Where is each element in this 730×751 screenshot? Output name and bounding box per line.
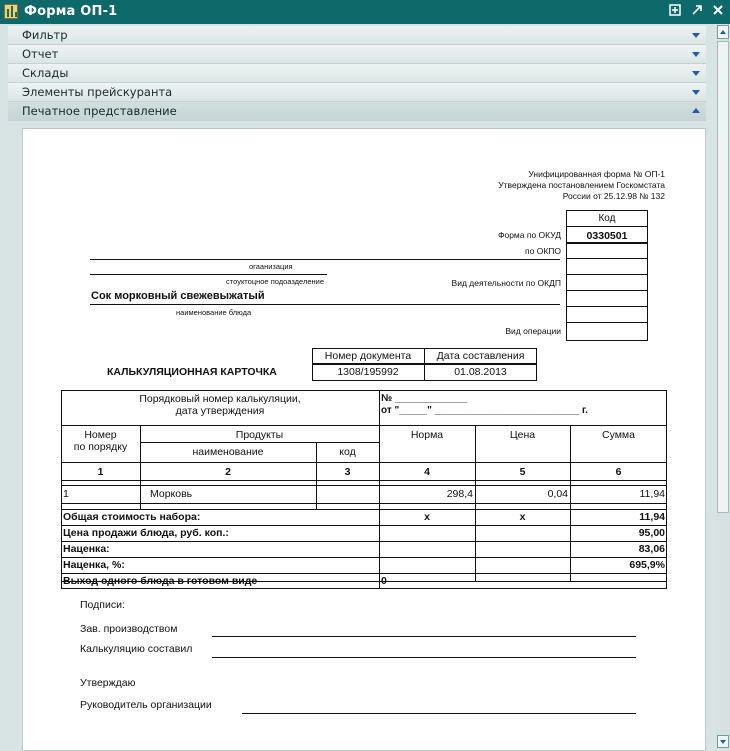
sale-price-label: Цена продажи блюда, руб. коп.: — [63, 527, 229, 539]
org-caption: огаанизация — [249, 262, 293, 271]
col-num-line1: Номер — [84, 429, 117, 441]
col-products: Продукты — [235, 429, 284, 441]
approve-label: Утверждаю — [80, 677, 136, 689]
report-chart-icon — [4, 4, 18, 19]
row-product-name: Морковь — [150, 488, 193, 500]
markup: 83,06 — [638, 543, 665, 555]
accordion-report[interactable] — [8, 45, 706, 64]
row-num: 1 — [63, 488, 69, 500]
calc-header-line1: Порядковый номер калькуляции, — [139, 393, 301, 405]
card-title: КАЛЬКУЛЯЦИОННАЯ КАРТОЧКА — [107, 366, 277, 378]
form-header-line3: России от 25.12.98 № 132 — [562, 191, 665, 201]
doc-date-value: 01.08.2013 — [454, 366, 507, 378]
total-norm: x — [424, 511, 430, 523]
form-header-line2: Утверждена постановлением Госкомстата — [498, 180, 665, 190]
accordion-label: Склады — [22, 66, 69, 80]
row-norm: 298,4 — [446, 488, 473, 500]
window-title: Форма ОП-1 — [24, 4, 118, 19]
markup-label: Наценка: — [63, 543, 110, 555]
accordion — [8, 26, 706, 121]
calc-header-line2: дата утверждения — [175, 405, 265, 417]
chevron-down-icon — [692, 33, 700, 38]
form-header-line1: Унифицированная форма № ОП-1 — [528, 169, 665, 179]
markup-pct: 695,9% — [629, 559, 665, 571]
dept-caption: стоуктоцное подоазделение — [226, 277, 325, 286]
close-icon[interactable] — [710, 3, 726, 19]
accordion-filter[interactable] — [8, 26, 706, 45]
row-sum: 11,94 — [639, 488, 665, 500]
row-price: 0,04 — [547, 488, 568, 500]
sale-price: 95,00 — [638, 527, 665, 539]
accordion-label: Отчет — [22, 47, 59, 61]
okud-label: Форма по ОКУД — [498, 230, 561, 240]
new-window-icon[interactable] — [667, 3, 683, 19]
chevron-down-icon — [692, 71, 700, 76]
col-code: код — [339, 446, 356, 458]
scroll-down-icon[interactable] — [717, 735, 729, 748]
col-idx: 1 — [97, 466, 104, 478]
calc-no-line: № _____________ — [381, 393, 468, 404]
accordion-label: Элементы прейскуранта — [22, 85, 173, 99]
chevron-up-icon — [692, 108, 700, 113]
total-price: x — [519, 511, 526, 523]
sign-director-label: Руководитель организации — [80, 699, 212, 711]
markup-pct-label: Наценка, %: — [63, 559, 125, 571]
col-idx: 2 — [225, 466, 231, 478]
yield-value: 0 — [381, 575, 387, 587]
code-header: Код — [598, 213, 616, 224]
accordion-print-view[interactable] — [8, 102, 706, 121]
col-name: наименование — [192, 446, 264, 458]
okdp-label: Вид деятельности по ОКДП — [451, 278, 561, 288]
accordion-price-items[interactable] — [8, 83, 706, 102]
col-idx: 4 — [424, 466, 430, 478]
sign-head-label: Зав. производством — [80, 623, 178, 635]
okud-code: 0330501 — [586, 230, 628, 242]
accordion-label: Печатное представление — [22, 104, 177, 118]
yield-label: Выход одного блюда в готовом виде — [63, 575, 258, 587]
doc-number-label: Номер документа — [324, 350, 412, 362]
col-price: Цена — [509, 429, 536, 441]
chevron-down-icon — [692, 52, 700, 57]
maximize-icon[interactable] — [689, 3, 705, 19]
accordion-label: Фильтр — [22, 28, 68, 42]
sign-compiled-label: Калькуляцию составил — [80, 643, 193, 655]
operation-label: Вид операции — [505, 326, 561, 336]
dish-name: Сок морковный свежевыжатый — [91, 290, 265, 302]
title-bar — [0, 0, 730, 24]
col-sum: Сумма — [602, 429, 635, 441]
total-sum: 11,94 — [639, 511, 665, 523]
okpo-label: по ОКПО — [525, 246, 561, 256]
total-label: Общая стоимость набора: — [63, 511, 201, 523]
scroll-thumb[interactable] — [717, 41, 729, 513]
print-preview — [22, 128, 706, 751]
doc-date-label: Дата составления — [436, 350, 525, 362]
calc-from-line: от "_____" __________________________ г. — [381, 405, 588, 416]
col-idx: 5 — [519, 466, 526, 478]
scroll-up-icon[interactable] — [717, 25, 729, 39]
signatures-label: Подписи: — [80, 599, 125, 611]
dish-caption: наименование блюда — [176, 308, 252, 317]
chevron-down-icon — [692, 90, 700, 95]
col-idx: 3 — [344, 466, 351, 478]
content-area — [0, 24, 730, 751]
col-idx: 6 — [615, 466, 622, 478]
col-norm: Норма — [410, 429, 444, 441]
doc-number-value: 1308/195992 — [337, 366, 399, 378]
vertical-scrollbar[interactable] — [716, 24, 730, 751]
accordion-warehouses[interactable] — [8, 64, 706, 83]
col-num-line2: по порядку — [73, 441, 128, 453]
